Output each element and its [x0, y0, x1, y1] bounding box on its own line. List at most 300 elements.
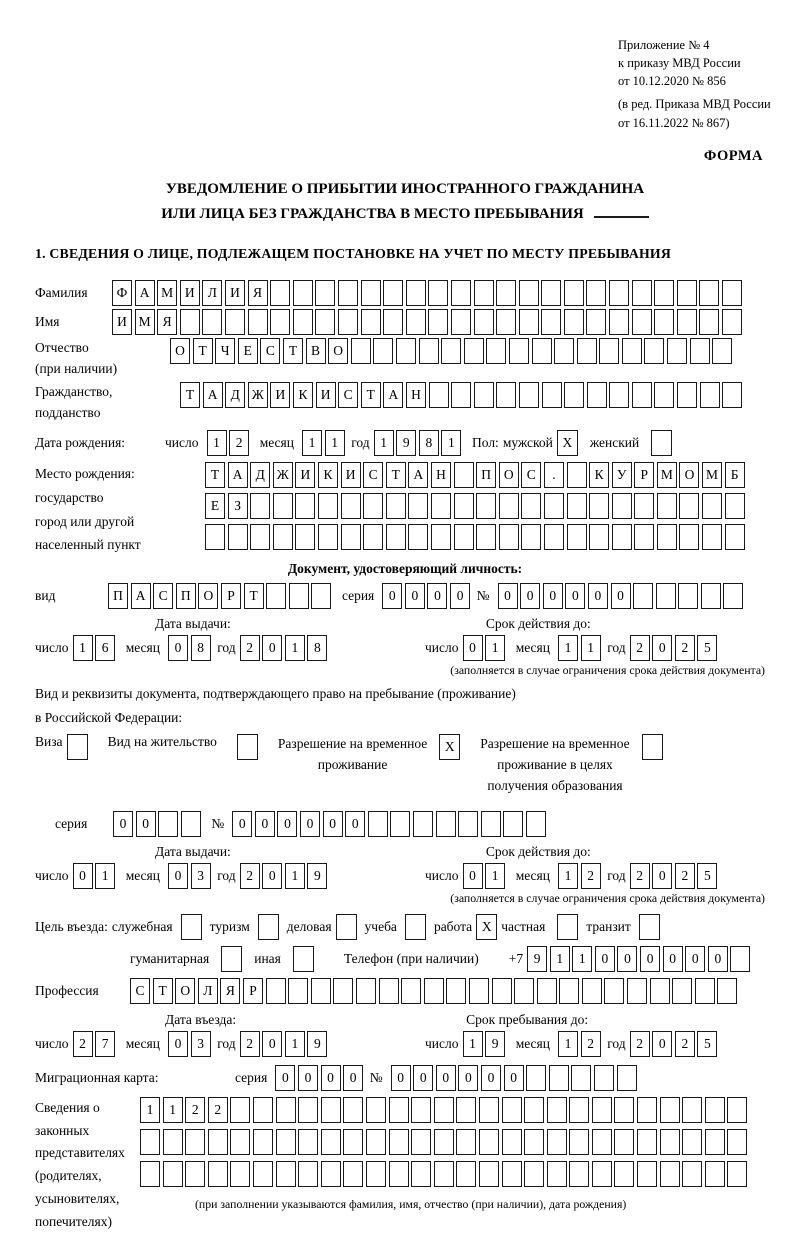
char-cell[interactable]: 0	[382, 583, 402, 609]
char-cell[interactable]	[722, 280, 742, 306]
char-cell[interactable]	[469, 978, 489, 1004]
char-cell[interactable]: 0	[73, 863, 93, 889]
char-cell[interactable]: 1	[558, 863, 578, 889]
char-cell[interactable]: 8	[419, 430, 439, 456]
char-cell[interactable]	[363, 524, 383, 550]
char-cell[interactable]	[637, 1129, 657, 1155]
char-cell[interactable]	[298, 1097, 318, 1123]
char-cell[interactable]	[406, 309, 426, 335]
char-cell[interactable]: 2	[240, 863, 260, 889]
char-cell[interactable]	[464, 338, 484, 364]
char-cell[interactable]	[654, 382, 674, 408]
char-cell[interactable]: 0	[300, 811, 320, 837]
char-cell[interactable]: 0	[640, 946, 660, 972]
char-cell[interactable]: О	[170, 338, 190, 364]
char-cell[interactable]	[185, 1161, 205, 1187]
char-cell[interactable]	[163, 1129, 183, 1155]
char-cell[interactable]	[682, 1097, 702, 1123]
char-cell[interactable]	[248, 309, 268, 335]
char-cell[interactable]	[727, 1161, 747, 1187]
char-cell[interactable]: К	[318, 462, 338, 488]
char-cell[interactable]	[413, 811, 433, 837]
char-cell[interactable]	[727, 1097, 747, 1123]
char-cell[interactable]	[140, 1129, 160, 1155]
char-cell[interactable]: 0	[262, 863, 282, 889]
char-cell[interactable]	[408, 493, 428, 519]
char-cell[interactable]	[481, 811, 501, 837]
char-cell[interactable]	[722, 309, 742, 335]
char-cell[interactable]: 5	[697, 1031, 717, 1057]
char-cell[interactable]	[321, 1161, 341, 1187]
char-cell[interactable]: 3	[191, 863, 211, 889]
char-cell[interactable]	[474, 382, 494, 408]
char-cell[interactable]: А	[203, 382, 223, 408]
char-cell[interactable]: 0	[168, 1031, 188, 1057]
char-cell[interactable]: 0	[498, 583, 518, 609]
char-cell[interactable]	[586, 309, 606, 335]
char-cell[interactable]	[637, 1097, 657, 1123]
char-cell[interactable]	[725, 493, 745, 519]
char-cell[interactable]: 1	[485, 635, 505, 661]
char-cell[interactable]	[383, 280, 403, 306]
char-cell[interactable]	[273, 493, 293, 519]
char-cell[interactable]	[456, 1161, 476, 1187]
char-cell[interactable]: Т	[205, 462, 225, 488]
char-cell[interactable]: И	[112, 309, 132, 335]
char-cell[interactable]: 1	[463, 1031, 483, 1057]
char-cell[interactable]: 2	[240, 1031, 260, 1057]
char-cell[interactable]	[474, 280, 494, 306]
char-cell[interactable]	[634, 524, 654, 550]
char-cell[interactable]	[270, 280, 290, 306]
char-cell[interactable]	[567, 493, 587, 519]
char-cell[interactable]	[519, 280, 539, 306]
char-cell[interactable]: 0	[588, 583, 608, 609]
char-cell[interactable]	[266, 978, 286, 1004]
char-cell[interactable]: Т	[386, 462, 406, 488]
char-cell[interactable]	[656, 583, 676, 609]
char-cell[interactable]: 1	[302, 430, 322, 456]
purpose-other-checkbox[interactable]	[293, 946, 314, 972]
char-cell[interactable]	[657, 493, 677, 519]
char-cell[interactable]: О	[499, 462, 519, 488]
char-cell[interactable]	[479, 1097, 499, 1123]
char-cell[interactable]	[519, 309, 539, 335]
char-cell[interactable]: 7	[95, 1031, 115, 1057]
char-cell[interactable]	[250, 524, 270, 550]
char-cell[interactable]	[524, 1129, 544, 1155]
char-cell[interactable]: 2	[240, 635, 260, 661]
char-cell[interactable]: 8	[307, 635, 327, 661]
char-cell[interactable]	[366, 1097, 386, 1123]
char-cell[interactable]	[318, 493, 338, 519]
char-cell[interactable]	[699, 280, 719, 306]
char-cell[interactable]	[604, 978, 624, 1004]
char-cell[interactable]: 1	[558, 1031, 578, 1057]
char-cell[interactable]: 2	[229, 430, 249, 456]
char-cell[interactable]: 1	[441, 430, 461, 456]
char-cell[interactable]	[273, 524, 293, 550]
char-cell[interactable]: 1	[95, 863, 115, 889]
char-cell[interactable]	[587, 382, 607, 408]
char-cell[interactable]	[428, 309, 448, 335]
char-cell[interactable]	[419, 338, 439, 364]
char-cell[interactable]	[702, 524, 722, 550]
char-cell[interactable]: 0	[232, 811, 252, 837]
sex-female-checkbox[interactable]	[651, 430, 672, 456]
char-cell[interactable]: 0	[345, 811, 365, 837]
char-cell[interactable]: 1	[558, 635, 578, 661]
char-cell[interactable]	[547, 1097, 567, 1123]
char-cell[interactable]	[451, 309, 471, 335]
char-cell[interactable]: 0	[323, 811, 343, 837]
char-cell[interactable]	[700, 382, 720, 408]
char-cell[interactable]: 9	[396, 430, 416, 456]
char-cell[interactable]	[321, 1097, 341, 1123]
purpose-work-checkbox[interactable]: X	[476, 914, 497, 940]
char-cell[interactable]: И	[270, 382, 290, 408]
char-cell[interactable]	[586, 280, 606, 306]
char-cell[interactable]	[411, 1161, 431, 1187]
char-cell[interactable]	[717, 978, 737, 1004]
char-cell[interactable]	[502, 1129, 522, 1155]
char-cell[interactable]	[276, 1161, 296, 1187]
char-cell[interactable]: С	[153, 583, 173, 609]
char-cell[interactable]	[351, 338, 371, 364]
char-cell[interactable]: Р	[243, 978, 263, 1004]
char-cell[interactable]	[537, 978, 557, 1004]
char-cell[interactable]	[678, 583, 698, 609]
char-cell[interactable]	[622, 338, 642, 364]
char-cell[interactable]: Е	[238, 338, 258, 364]
char-cell[interactable]: 0	[136, 811, 156, 837]
char-cell[interactable]	[366, 1161, 386, 1187]
char-cell[interactable]	[476, 493, 496, 519]
char-cell[interactable]	[705, 1097, 725, 1123]
char-cell[interactable]	[567, 462, 587, 488]
char-cell[interactable]	[288, 978, 308, 1004]
char-cell[interactable]	[205, 524, 225, 550]
char-cell[interactable]	[446, 978, 466, 1004]
char-cell[interactable]: 0	[595, 946, 615, 972]
char-cell[interactable]: 0	[391, 1065, 411, 1091]
char-cell[interactable]: 0	[663, 946, 683, 972]
char-cell[interactable]	[609, 309, 629, 335]
char-cell[interactable]	[361, 309, 381, 335]
char-cell[interactable]: Я	[248, 280, 268, 306]
char-cell[interactable]	[730, 946, 750, 972]
char-cell[interactable]	[315, 309, 335, 335]
char-cell[interactable]	[699, 309, 719, 335]
char-cell[interactable]	[389, 1097, 409, 1123]
char-cell[interactable]: 0	[255, 811, 275, 837]
char-cell[interactable]: 2	[185, 1097, 205, 1123]
char-cell[interactable]	[434, 1097, 454, 1123]
char-cell[interactable]	[660, 1097, 680, 1123]
char-cell[interactable]	[474, 309, 494, 335]
char-cell[interactable]	[705, 1129, 725, 1155]
char-cell[interactable]: 0	[405, 583, 425, 609]
char-cell[interactable]: 2	[208, 1097, 228, 1123]
char-cell[interactable]: И	[295, 462, 315, 488]
char-cell[interactable]	[456, 1129, 476, 1155]
char-cell[interactable]: Н	[406, 382, 426, 408]
char-cell[interactable]	[569, 1097, 589, 1123]
char-cell[interactable]	[411, 1129, 431, 1155]
char-cell[interactable]: М	[702, 462, 722, 488]
char-cell[interactable]	[368, 811, 388, 837]
char-cell[interactable]: М	[657, 462, 677, 488]
char-cell[interactable]	[541, 280, 561, 306]
char-cell[interactable]: 2	[581, 1031, 601, 1057]
char-cell[interactable]: О	[175, 978, 195, 1004]
char-cell[interactable]	[612, 493, 632, 519]
char-cell[interactable]: К	[589, 462, 609, 488]
char-cell[interactable]	[599, 338, 619, 364]
char-cell[interactable]	[725, 524, 745, 550]
char-cell[interactable]: 0	[168, 635, 188, 661]
char-cell[interactable]	[424, 978, 444, 1004]
char-cell[interactable]: 0	[565, 583, 585, 609]
char-cell[interactable]	[253, 1097, 273, 1123]
char-cell[interactable]	[441, 338, 461, 364]
char-cell[interactable]	[677, 382, 697, 408]
char-cell[interactable]	[660, 1129, 680, 1155]
char-cell[interactable]	[654, 280, 674, 306]
char-cell[interactable]: Т	[193, 338, 213, 364]
char-cell[interactable]: 0	[611, 583, 631, 609]
char-cell[interactable]	[519, 382, 539, 408]
char-cell[interactable]	[456, 1097, 476, 1123]
char-cell[interactable]: 1	[572, 946, 592, 972]
char-cell[interactable]: 2	[630, 863, 650, 889]
char-cell[interactable]: У	[612, 462, 632, 488]
char-cell[interactable]	[479, 1161, 499, 1187]
char-cell[interactable]: Ч	[215, 338, 235, 364]
char-cell[interactable]	[547, 1129, 567, 1155]
char-cell[interactable]	[526, 811, 546, 837]
char-cell[interactable]	[722, 382, 742, 408]
char-cell[interactable]: Т	[361, 382, 381, 408]
char-cell[interactable]: 1	[163, 1097, 183, 1123]
char-cell[interactable]: Д	[250, 462, 270, 488]
char-cell[interactable]	[315, 280, 335, 306]
char-cell[interactable]: 2	[581, 863, 601, 889]
char-cell[interactable]	[230, 1097, 250, 1123]
char-cell[interactable]: 1	[285, 635, 305, 661]
char-cell[interactable]: 0	[617, 946, 637, 972]
char-cell[interactable]	[163, 1161, 183, 1187]
char-cell[interactable]	[564, 309, 584, 335]
char-cell[interactable]: А	[135, 280, 155, 306]
char-cell[interactable]	[431, 524, 451, 550]
char-cell[interactable]: 5	[697, 863, 717, 889]
char-cell[interactable]: Ж	[273, 462, 293, 488]
char-cell[interactable]	[677, 280, 697, 306]
char-cell[interactable]	[592, 1097, 612, 1123]
purpose-humanitarian-checkbox[interactable]	[221, 946, 242, 972]
char-cell[interactable]: 0	[652, 635, 672, 661]
char-cell[interactable]	[396, 338, 416, 364]
char-cell[interactable]: П	[176, 583, 196, 609]
char-cell[interactable]: 0	[652, 1031, 672, 1057]
char-cell[interactable]	[454, 462, 474, 488]
char-cell[interactable]	[333, 978, 353, 1004]
char-cell[interactable]	[617, 1065, 637, 1091]
char-cell[interactable]	[343, 1129, 363, 1155]
char-cell[interactable]	[526, 1065, 546, 1091]
char-cell[interactable]	[208, 1161, 228, 1187]
char-cell[interactable]: З	[228, 493, 248, 519]
char-cell[interactable]: 1	[140, 1097, 160, 1123]
char-cell[interactable]: О	[679, 462, 699, 488]
char-cell[interactable]	[702, 493, 722, 519]
char-cell[interactable]: А	[408, 462, 428, 488]
char-cell[interactable]	[496, 309, 516, 335]
char-cell[interactable]	[386, 493, 406, 519]
char-cell[interactable]	[582, 978, 602, 1004]
char-cell[interactable]	[723, 583, 743, 609]
char-cell[interactable]	[569, 1129, 589, 1155]
char-cell[interactable]: 1	[285, 1031, 305, 1057]
char-cell[interactable]: В	[306, 338, 326, 364]
char-cell[interactable]	[140, 1161, 160, 1187]
char-cell[interactable]	[276, 1097, 296, 1123]
char-cell[interactable]	[185, 1129, 205, 1155]
char-cell[interactable]: С	[363, 462, 383, 488]
char-cell[interactable]	[634, 493, 654, 519]
char-cell[interactable]	[589, 493, 609, 519]
char-cell[interactable]	[594, 1065, 614, 1091]
char-cell[interactable]	[592, 1161, 612, 1187]
char-cell[interactable]	[612, 524, 632, 550]
char-cell[interactable]: 1	[73, 635, 93, 661]
char-cell[interactable]	[341, 493, 361, 519]
char-cell[interactable]: Б	[725, 462, 745, 488]
char-cell[interactable]	[502, 1097, 522, 1123]
char-cell[interactable]	[609, 382, 629, 408]
char-cell[interactable]: Т	[244, 583, 264, 609]
char-cell[interactable]: 0	[463, 863, 483, 889]
char-cell[interactable]: 2	[630, 635, 650, 661]
char-cell[interactable]: 0	[262, 635, 282, 661]
char-cell[interactable]	[311, 583, 331, 609]
char-cell[interactable]	[637, 1161, 657, 1187]
char-cell[interactable]	[181, 811, 201, 837]
char-cell[interactable]	[230, 1161, 250, 1187]
char-cell[interactable]	[544, 493, 564, 519]
purpose-business-checkbox[interactable]	[336, 914, 357, 940]
char-cell[interactable]	[679, 493, 699, 519]
char-cell[interactable]	[554, 338, 574, 364]
char-cell[interactable]	[458, 811, 478, 837]
char-cell[interactable]	[632, 382, 652, 408]
char-cell[interactable]: 2	[73, 1031, 93, 1057]
char-cell[interactable]: 0	[413, 1065, 433, 1091]
char-cell[interactable]	[158, 811, 178, 837]
char-cell[interactable]	[499, 524, 519, 550]
char-cell[interactable]	[266, 583, 286, 609]
char-cell[interactable]	[311, 978, 331, 1004]
char-cell[interactable]: 1	[207, 430, 227, 456]
char-cell[interactable]	[677, 309, 697, 335]
char-cell[interactable]	[451, 382, 471, 408]
char-cell[interactable]	[454, 524, 474, 550]
char-cell[interactable]: 0	[113, 811, 133, 837]
char-cell[interactable]	[389, 1161, 409, 1187]
char-cell[interactable]: 1	[374, 430, 394, 456]
char-cell[interactable]: Т	[283, 338, 303, 364]
char-cell[interactable]: О	[198, 583, 218, 609]
char-cell[interactable]	[431, 493, 451, 519]
char-cell[interactable]	[589, 524, 609, 550]
char-cell[interactable]	[592, 1129, 612, 1155]
char-cell[interactable]: 0	[168, 863, 188, 889]
char-cell[interactable]: 1	[485, 863, 505, 889]
char-cell[interactable]	[627, 978, 647, 1004]
char-cell[interactable]: 6	[95, 635, 115, 661]
char-cell[interactable]	[429, 382, 449, 408]
char-cell[interactable]: 9	[485, 1031, 505, 1057]
visa-checkbox[interactable]	[67, 734, 88, 760]
char-cell[interactable]	[496, 280, 516, 306]
char-cell[interactable]: 2	[675, 863, 695, 889]
char-cell[interactable]	[650, 978, 670, 1004]
char-cell[interactable]	[614, 1161, 634, 1187]
char-cell[interactable]	[564, 280, 584, 306]
char-cell[interactable]: П	[108, 583, 128, 609]
sex-male-checkbox[interactable]: X	[557, 430, 578, 456]
char-cell[interactable]	[682, 1129, 702, 1155]
char-cell[interactable]	[383, 309, 403, 335]
char-cell[interactable]: 2	[675, 635, 695, 661]
char-cell[interactable]	[180, 309, 200, 335]
char-cell[interactable]: 0	[463, 635, 483, 661]
char-cell[interactable]	[532, 338, 552, 364]
char-cell[interactable]	[705, 1161, 725, 1187]
char-cell[interactable]: Е	[205, 493, 225, 519]
char-cell[interactable]: 0	[652, 863, 672, 889]
char-cell[interactable]: 9	[307, 1031, 327, 1057]
char-cell[interactable]: С	[338, 382, 358, 408]
char-cell[interactable]: М	[157, 280, 177, 306]
char-cell[interactable]	[502, 1161, 522, 1187]
char-cell[interactable]: 0	[481, 1065, 501, 1091]
char-cell[interactable]	[406, 280, 426, 306]
char-cell[interactable]: Л	[198, 978, 218, 1004]
char-cell[interactable]	[428, 280, 448, 306]
char-cell[interactable]	[499, 493, 519, 519]
purpose-official-checkbox[interactable]	[181, 914, 202, 940]
purpose-tourism-checkbox[interactable]	[258, 914, 279, 940]
char-cell[interactable]	[632, 309, 652, 335]
char-cell[interactable]	[544, 524, 564, 550]
char-cell[interactable]	[644, 338, 664, 364]
char-cell[interactable]: Р	[634, 462, 654, 488]
char-cell[interactable]	[549, 1065, 569, 1091]
char-cell[interactable]	[521, 524, 541, 550]
char-cell[interactable]: 0	[343, 1065, 363, 1091]
char-cell[interactable]: 0	[321, 1065, 341, 1091]
char-cell[interactable]: Л	[202, 280, 222, 306]
char-cell[interactable]	[454, 493, 474, 519]
char-cell[interactable]	[343, 1161, 363, 1187]
char-cell[interactable]	[401, 978, 421, 1004]
char-cell[interactable]: А	[383, 382, 403, 408]
char-cell[interactable]	[341, 524, 361, 550]
char-cell[interactable]	[660, 1161, 680, 1187]
char-cell[interactable]: М	[135, 309, 155, 335]
